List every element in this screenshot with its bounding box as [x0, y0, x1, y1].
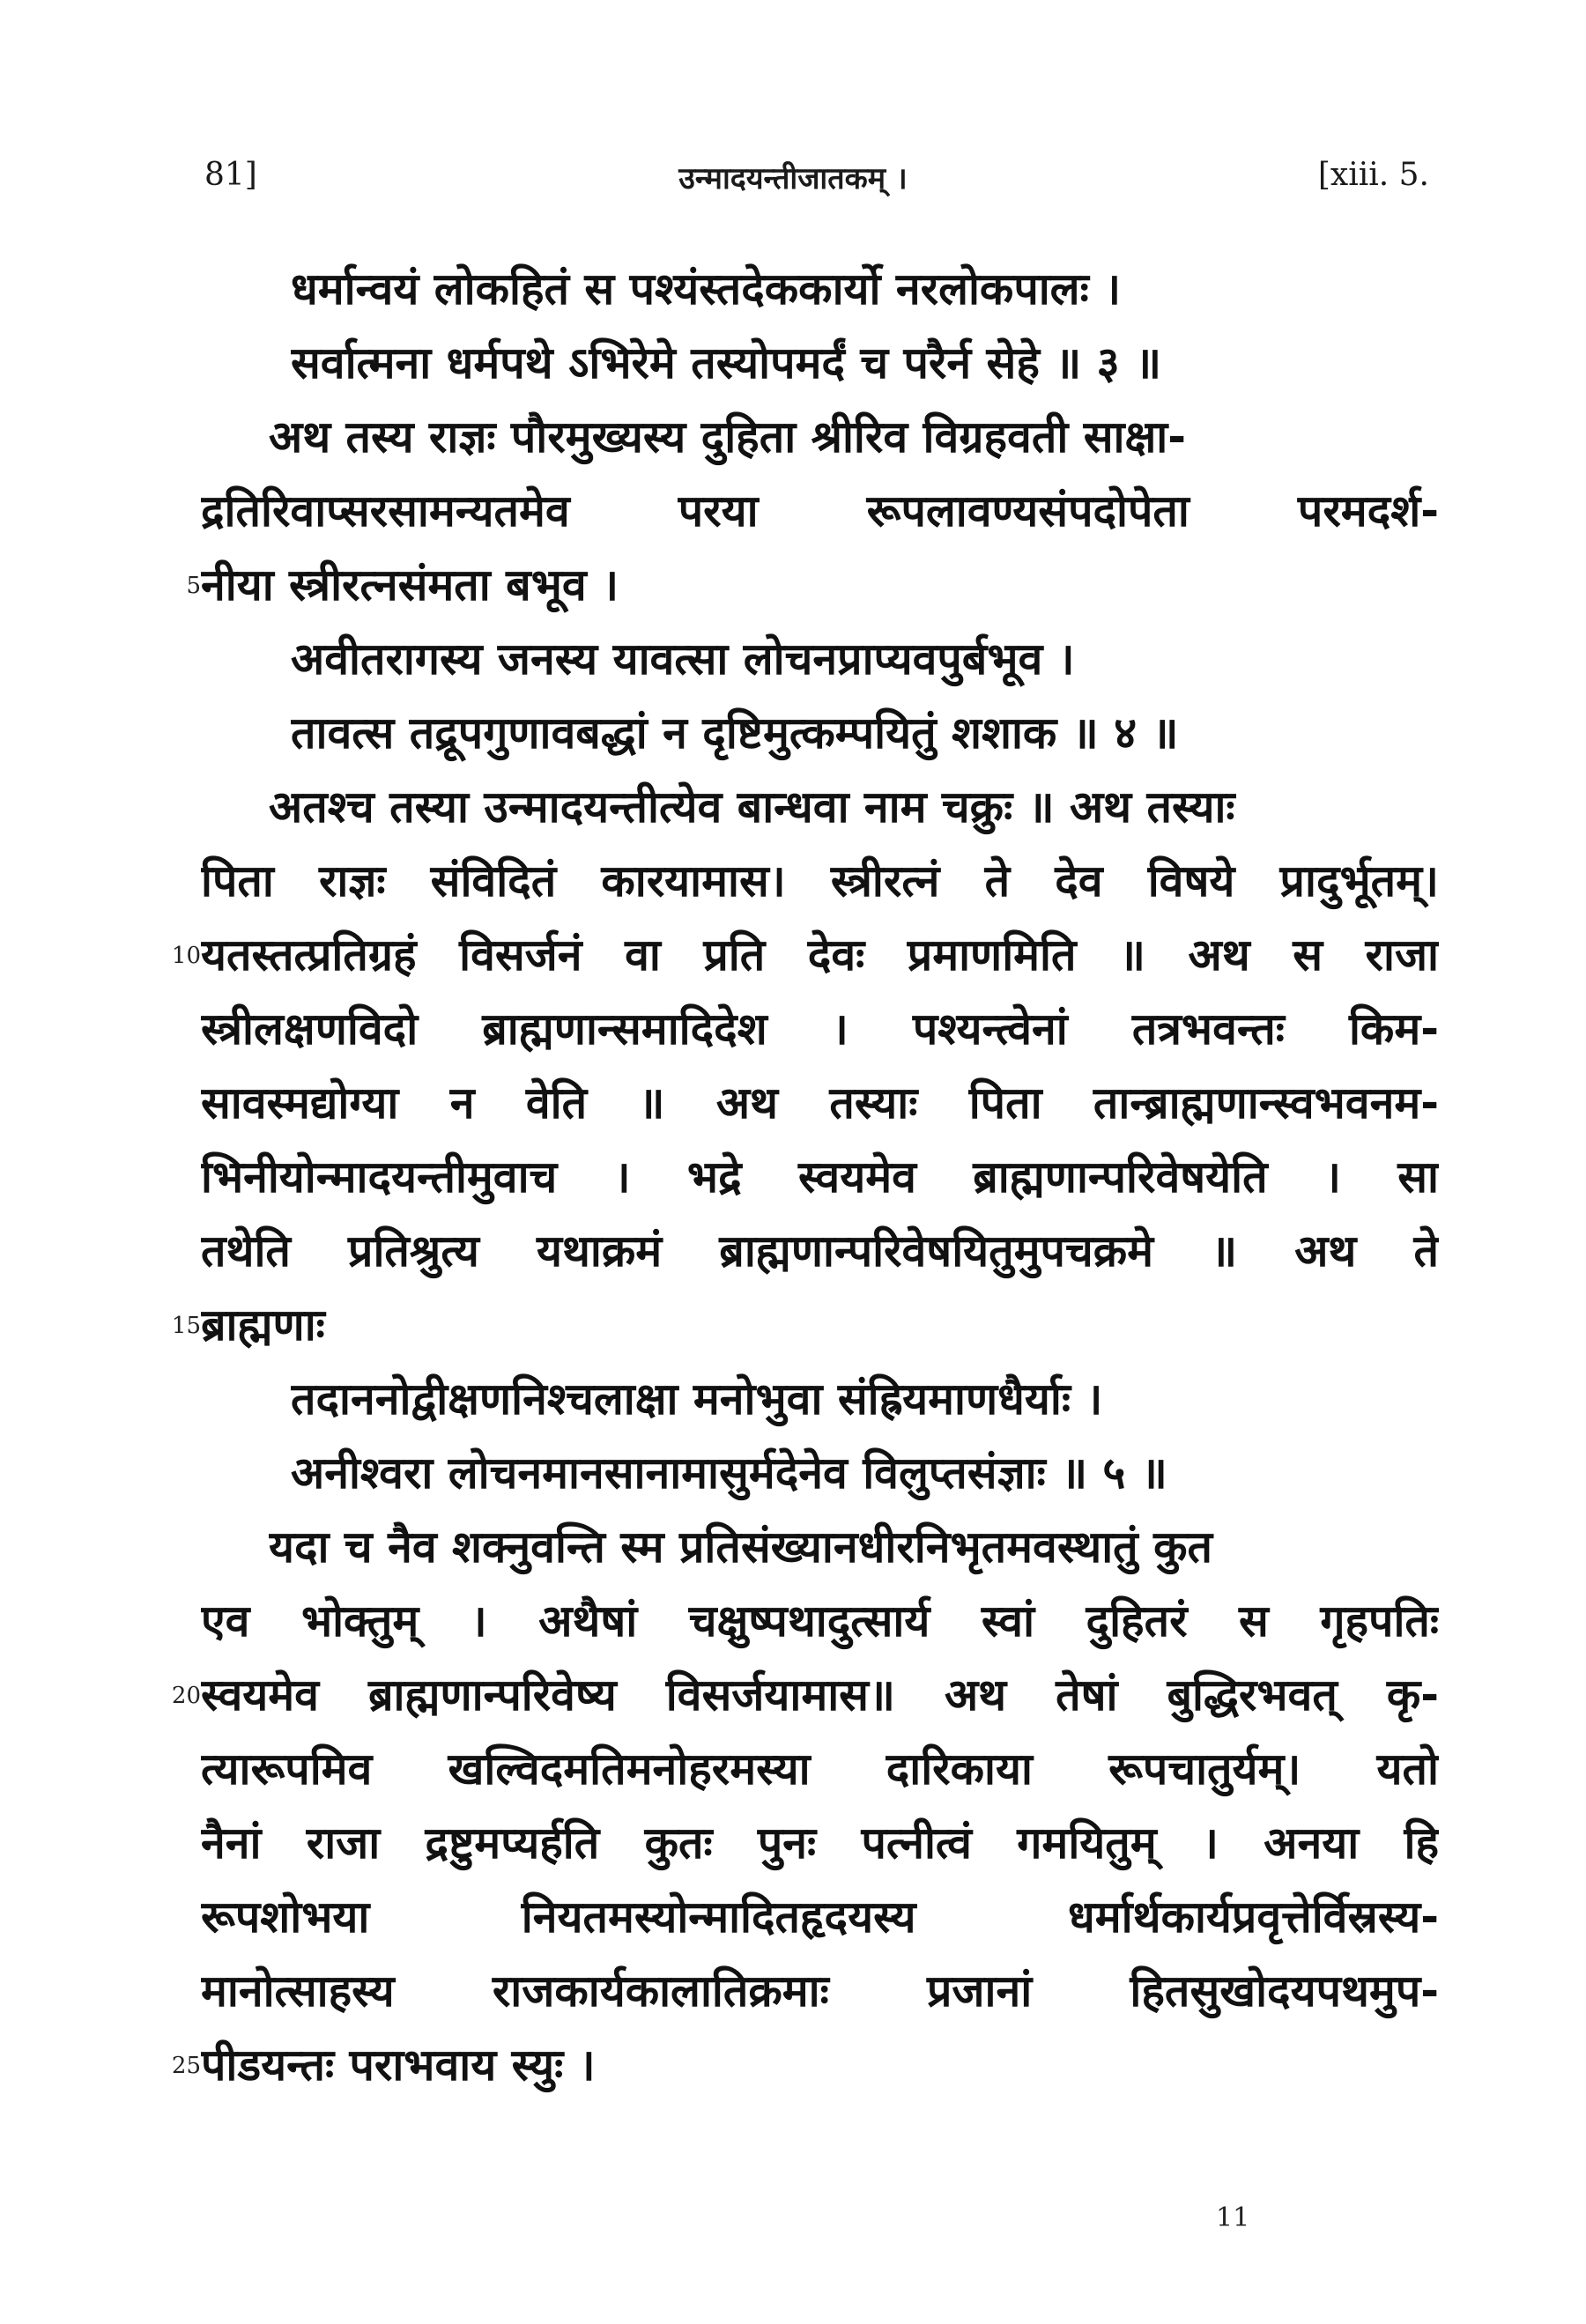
line-number: 25 [171, 2053, 201, 2079]
text-line: मानोत्साहस्य राजकार्यकालातिक्रमाः प्रजानां हितसुखोदयपथमुप- [201, 1965, 1439, 2017]
line-number: 15 [171, 1313, 201, 1339]
section-reference: [xiii. 5. [1317, 157, 1429, 193]
text-line: यदा च नैव शक्नुवन्ति स्म प्रतिसंख्यानधीरनिभृतमवस्थातुं कुत [269, 1521, 1212, 1573]
line-number: 10 [171, 943, 201, 969]
text-line: अवीतरागस्य जनस्य यावत्सा लोचनप्राप्यवपुर्बभूव । [291, 633, 1075, 685]
text-line: अनीश्वरा लोचनमानसानामासुर्मदेनेव विलुप्तसंज्ञाः ॥ ५ ॥ [291, 1447, 1167, 1499]
page-reference: 81] [204, 157, 257, 193]
text-line: धर्मान्वयं लोकहितं स पश्यंस्तदेककार्यो नरलोकपालः । [291, 263, 1122, 315]
text-line: भिनीयोन्मादयन्तीमुवाच । भद्रे स्वयमेव ब्राह्मणान्परिवेषयेति । सा [201, 1151, 1439, 1203]
text-line: तदाननोद्वीक्षणनिश्चलाक्षा मनोभुवा संह्रियमाणधैर्याः । [291, 1373, 1103, 1425]
text-line: अथ तस्य राज्ञः पौरमुख्यस्य दुहिता श्रीरिव विग्रहवती साक्षा- [269, 411, 1187, 463]
text-line: द्रतिरिवाप्सरसामन्यतमेव परया रूपलावण्यसंपदोपेता परमदर्श- [201, 485, 1439, 537]
text-line: स्त्रीलक्षणविदो ब्राह्मणान्समादिदेश । पश्यन्त्वेनां तत्रभवन्तः किम- [201, 1003, 1439, 1055]
running-header [0, 157, 1586, 210]
line-number: 5 [186, 573, 201, 599]
text-line: अतश्च तस्या उन्मादयन्तीत्येव बान्धवा नाम चक्रुः ॥ अथ तस्याः [269, 781, 1235, 833]
text-line: पिता राज्ञः संविदितं कारयामास। स्त्रीरत्नं ते देव विषये प्रादुर्भूतम्। [201, 855, 1439, 907]
text-line: त्यारूपमिव खल्विदमतिमनोहरमस्या दारिकाया रूपचातुर्यम्। यतो [201, 1743, 1439, 1795]
text-line: तावत्स तद्रूपगुणावबद्धां न दृष्टिमुत्कम्पयितुं शशाक ॥ ४ ॥ [291, 707, 1179, 759]
text-line: सर्वात्मना धर्मपथे ऽभिरेमे तस्योपमर्दं च परैर्न सेहे ॥ ३ ॥ [291, 337, 1162, 389]
text-line: एव भोक्तुम् । अथैषां चक्षुष्पथादुत्सार्य स्वां दुहितरं स गृहपतिः [201, 1595, 1439, 1647]
text-line: यतस्तत्प्रतिग्रहं विसर्जनं वा प्रति देवः प्रमाणमिति ॥ अथ स राजा [201, 929, 1439, 981]
text-line: रूपशोभया नियतमस्योन्मादितहृदयस्य धर्मार्थकार्यप्रवृत्तेर्विस्रस्य- [201, 1891, 1439, 1943]
line-number: 20 [171, 1683, 201, 1709]
text-line: स्वयमेव ब्राह्मणान्परिवेष्य विसर्जयामास॥ अथ तेषां बुद्धिरभवत् कृ- [201, 1669, 1439, 1721]
text-line: सावस्मद्योग्या न वेति ॥ अथ तस्याः पिता तान्ब्राह्मणान्स्वभवनम- [201, 1077, 1439, 1129]
text-line: नीया स्त्रीरत्नसंमता बभूव । [201, 559, 619, 611]
text-line: ब्राह्मणाः [201, 1299, 325, 1351]
signature-mark: 11 [1216, 2202, 1250, 2233]
running-title: उन्मादयन्तीजातकम् । [678, 161, 908, 196]
text-line: पीडयन्तः पराभवाय स्युः । [201, 2039, 596, 2091]
text-line: तथेति प्रतिश्रुत्य यथाक्रमं ब्राह्मणान्परिवेषयितुमुपचक्रमे ॥ अथ ते [201, 1225, 1439, 1277]
text-line: नैनां राजा द्रष्टुमप्यर्हति कुतः पुनः पत्नीत्वं गमयितुम् । अनया हि [201, 1817, 1439, 1869]
